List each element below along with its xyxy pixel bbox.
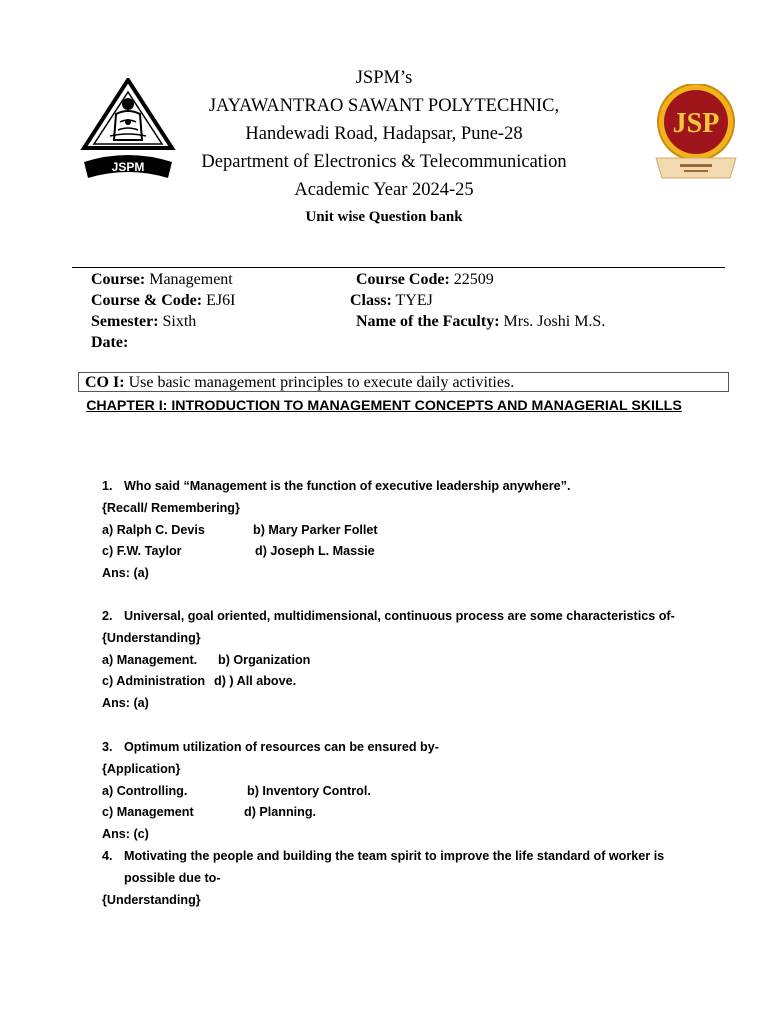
faculty-field xyxy=(356,311,605,332)
question-text: Who said “Management is the function of executive leadership anywhere”. xyxy=(124,479,571,493)
course-code-label: Course Code: xyxy=(356,271,450,288)
course-and-code-field xyxy=(91,290,235,311)
option-d: d) ) All above. xyxy=(214,674,297,689)
course-field xyxy=(91,269,233,290)
question-number: 3. xyxy=(102,740,113,754)
option-c: c) F.W. Taylor xyxy=(102,544,182,559)
option-a: a) Ralph C. Devis xyxy=(102,522,205,537)
class-field xyxy=(350,290,433,311)
co-label: CO I: xyxy=(85,374,125,391)
date-field xyxy=(91,332,128,353)
option-a: a) Controlling. xyxy=(102,783,188,798)
course-outcome-box xyxy=(78,372,729,392)
option-c: c) Management xyxy=(102,805,194,820)
course-value: Management xyxy=(149,271,233,288)
question-level: {Recall/ Remembering} xyxy=(102,500,240,515)
header-academic-year: Academic Year 2024-25 xyxy=(294,180,474,200)
header-divider xyxy=(72,267,725,268)
option-b: b) Organization xyxy=(218,652,311,667)
jspm-logo-text: JSPM xyxy=(111,160,145,174)
header-institute: JAYAWANTRAO SAWANT POLYTECHNIC, xyxy=(208,96,560,116)
class-value: TYEJ xyxy=(395,292,433,309)
class-label: Class: xyxy=(350,292,392,309)
semester-label: Semester: xyxy=(91,313,159,330)
chapter-title: CHAPTER I: INTRODUCTION TO MANAGEMENT CONCEPTS AND MANAGERIAL SKILLS xyxy=(86,398,682,414)
question-text: Optimum utilization of resources can be ensured by- xyxy=(124,740,439,754)
faculty-label: Name of the Faculty: xyxy=(356,313,500,330)
question-number: 4. xyxy=(102,849,113,863)
header-subtitle: Unit wise Question bank xyxy=(305,209,463,225)
header-address: Handewadi Road, Hadapsar, Pune-28 xyxy=(245,124,523,144)
course-and-code-value: EJ6I xyxy=(206,292,236,309)
question-text-continued: possible due to- xyxy=(124,870,221,885)
question-1 xyxy=(102,476,570,585)
option-c: c) Administration xyxy=(102,674,206,689)
question-2 xyxy=(102,606,675,715)
answer: Ans: (a) xyxy=(102,566,149,581)
faculty-value: Mrs. Joshi M.S. xyxy=(503,313,606,330)
question-4 xyxy=(102,846,664,911)
answer: Ans: (a) xyxy=(102,696,149,711)
option-a: a) Management. xyxy=(102,652,198,667)
jsp-logo-text: JSP xyxy=(672,108,720,139)
course-and-code-label: Course & Code: xyxy=(91,292,203,309)
option-d: d) Joseph L. Massie xyxy=(255,544,375,559)
header-department: Department of Electronics & Telecommunication xyxy=(201,152,567,172)
option-b: b) Inventory Control. xyxy=(247,783,371,798)
option-b: b) Mary Parker Follet xyxy=(253,522,378,537)
course-code-field xyxy=(356,269,494,290)
answer: Ans: (c) xyxy=(102,827,149,842)
semester-field xyxy=(91,311,196,332)
header-jspm: JSPM’s xyxy=(355,68,413,88)
course-code-value: 22509 xyxy=(453,271,494,288)
course-label: Course: xyxy=(91,271,146,288)
question-text: Universal, goal oriented, multidimensional, continuous process are some characteristics of- xyxy=(124,609,675,623)
question-level: {Application} xyxy=(102,761,181,776)
date-label: Date: xyxy=(91,334,129,351)
question-3 xyxy=(102,737,439,846)
question-level: {Understanding} xyxy=(102,892,201,907)
question-number: 2. xyxy=(102,609,113,623)
question-level: {Understanding} xyxy=(102,630,201,645)
document-header xyxy=(0,64,768,231)
co-text: Use basic management principles to execute daily activities. xyxy=(128,374,515,391)
question-text: Motivating the people and building the team spirit to improve the life standard of worker is xyxy=(124,849,665,863)
question-number: 1. xyxy=(102,479,113,493)
option-d: d) Planning. xyxy=(244,805,317,820)
semester-value: Sixth xyxy=(162,313,197,330)
